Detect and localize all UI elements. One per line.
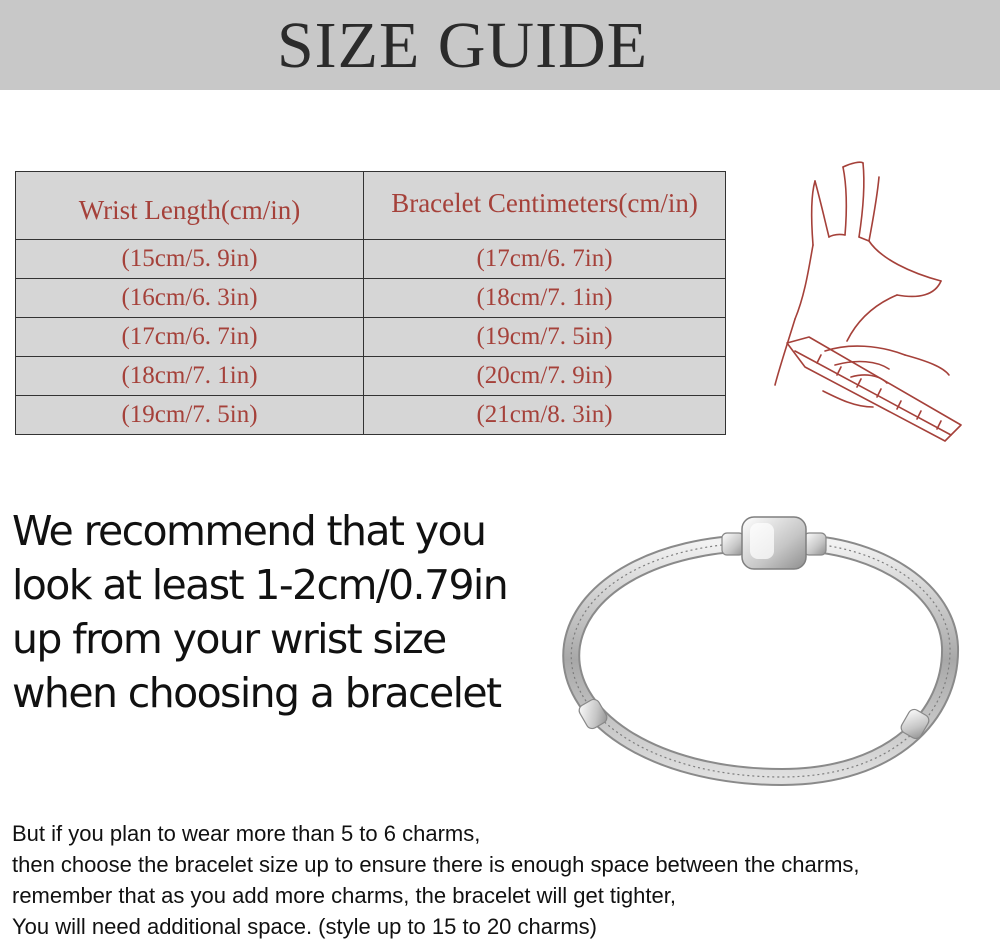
recommendation-line: look at least 1-2cm/0.79in bbox=[12, 561, 508, 609]
wrist-length-cell: (18cm/7. 1in) bbox=[16, 357, 364, 396]
bracelet-size-cell: (20cm/7. 9in) bbox=[364, 357, 726, 396]
wrist-length-cell: (17cm/6. 7in) bbox=[16, 318, 364, 357]
charms-note bbox=[12, 818, 997, 942]
bracelet-size-cell: (19cm/7. 5in) bbox=[364, 318, 726, 357]
table-row bbox=[16, 240, 726, 279]
page-title: SIZE GUIDE bbox=[276, 9, 649, 82]
note-line: You will need additional space. (style up to 15 to 20 charms) bbox=[12, 914, 597, 939]
recommendation-text bbox=[12, 504, 512, 720]
note-line: remember that as you add more charms, the bracelet will get tighter, bbox=[12, 883, 676, 908]
table-header-row bbox=[16, 172, 726, 240]
table-row bbox=[16, 396, 726, 435]
wrist-length-cell: (15cm/5. 9in) bbox=[16, 240, 364, 279]
bracelet-size-cell: (18cm/7. 1in) bbox=[364, 279, 726, 318]
note-line: then choose the bracelet size up to ensure there is enough space between the charms, bbox=[12, 852, 860, 877]
recommendation-line: We recommend that you bbox=[12, 507, 486, 555]
silver-snake-chain-bracelet-icon bbox=[552, 505, 972, 805]
table-row bbox=[16, 357, 726, 396]
header-wrist-length: Wrist Length(cm/in) bbox=[16, 172, 364, 240]
note-line: But if you plan to wear more than 5 to 6 charms, bbox=[12, 821, 481, 846]
wrist-length-cell: (19cm/7. 5in) bbox=[16, 396, 364, 435]
table-row bbox=[16, 318, 726, 357]
bracelet-size-cell: (17cm/6. 7in) bbox=[364, 240, 726, 279]
wrist-measuring-tape-hand-icon bbox=[765, 155, 975, 455]
recommendation-line: up from your wrist size bbox=[12, 615, 446, 663]
size-table bbox=[15, 171, 726, 435]
bracelet-size-cell: (21cm/8. 3in) bbox=[364, 396, 726, 435]
table-row bbox=[16, 279, 726, 318]
header-bracelet-centimeters: Bracelet Centimeters(cm/in) bbox=[364, 172, 726, 240]
recommendation-line: when choosing a bracelet bbox=[12, 669, 501, 717]
wrist-length-cell: (16cm/6. 3in) bbox=[16, 279, 364, 318]
